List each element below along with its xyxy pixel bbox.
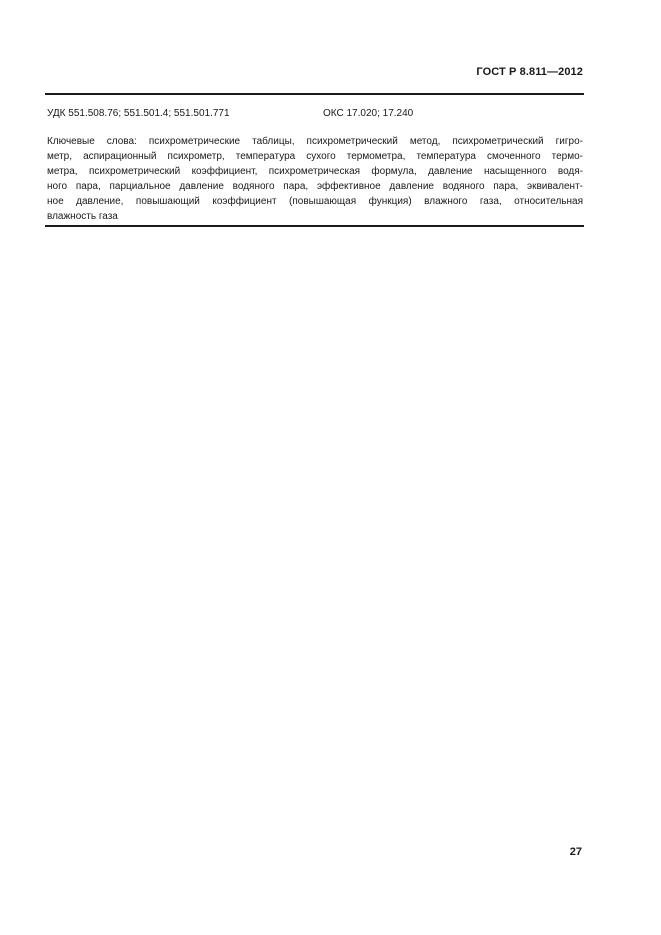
keywords-paragraph: [47, 134, 583, 224]
document-code: ГОСТ Р 8.811—2012: [476, 66, 583, 78]
keywords-line: метр, аспирационный психрометр, температура сухого термометра, температура смоченного термо-: [47, 151, 583, 162]
oks-code: ОКС 17.020; 17.240: [323, 108, 414, 119]
footer-rule: [45, 225, 584, 227]
udk-code: УДК 551.508.76; 551.501.4; 551.501.771: [47, 108, 230, 119]
keywords-line: ное давление, повышающий коэффициент (повышающая функция) влажного газа, относительная: [47, 196, 583, 207]
page-number: 27: [569, 846, 582, 858]
keywords-line: ного пара, парциальное давление водяного пара, эффективное давление водяного пара, эквивалент-: [47, 181, 583, 192]
keywords-line: метра, психрометрический коэффициент, психрометрическая формула, давление насыщенного водя-: [47, 166, 583, 177]
header-rule: [45, 93, 584, 95]
keywords-line: Ключевые слова: психрометрические таблицы, психрометрический метод, психрометрический гигро-: [47, 136, 583, 147]
keywords-line: влажность газа: [47, 211, 118, 222]
